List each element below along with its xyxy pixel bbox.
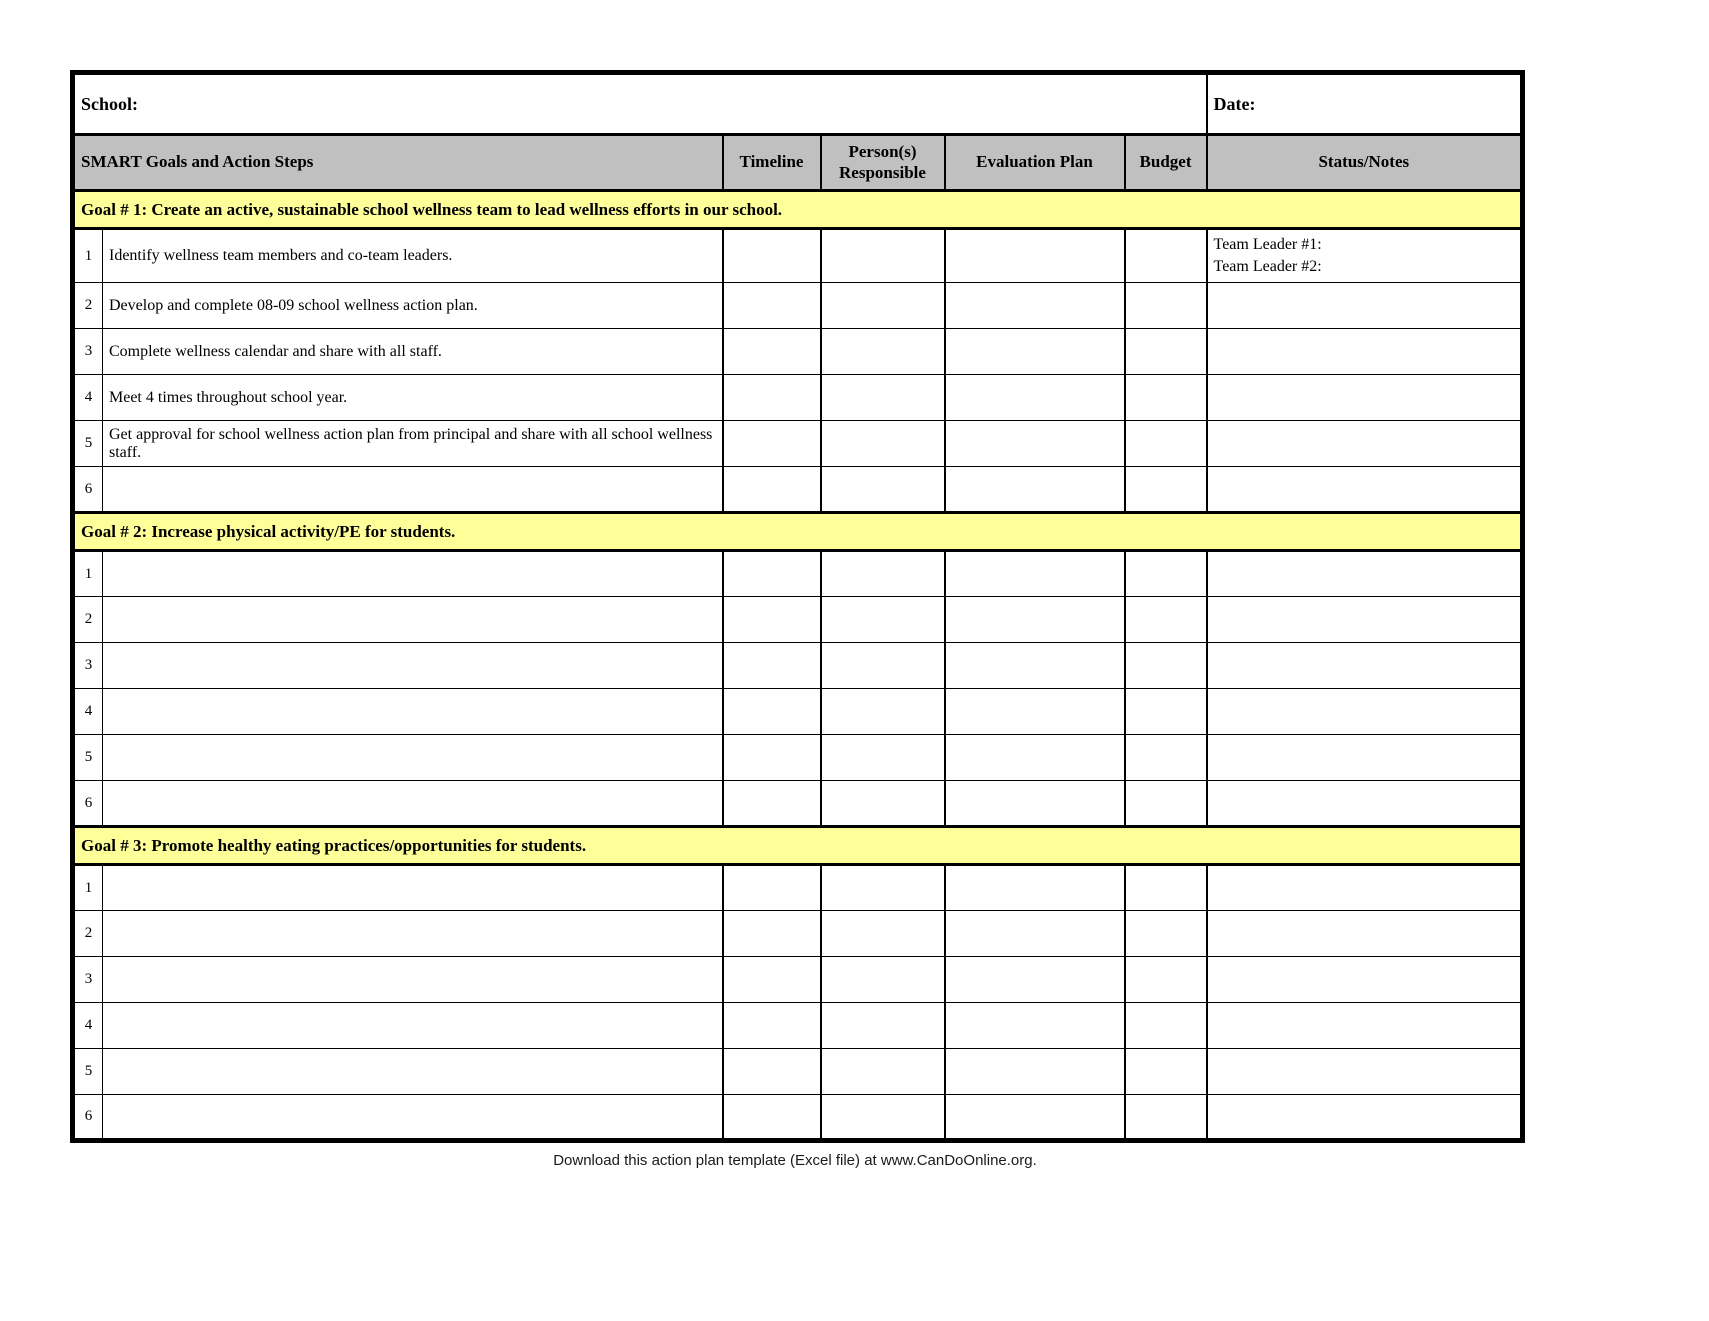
- school-field: [73, 73, 1207, 135]
- timeline-cell: [723, 735, 821, 781]
- action-step-cell: Develop and complete 08-09 school wellness action plan.: [103, 283, 723, 329]
- person-responsible-cell: [821, 467, 945, 513]
- evaluation-plan-cell: [945, 467, 1125, 513]
- evaluation-plan-cell: [945, 421, 1125, 467]
- budget-cell: [1125, 597, 1207, 643]
- budget-cell: [1125, 689, 1207, 735]
- row-number: 4: [73, 1003, 103, 1049]
- status-notes-cell: [1207, 421, 1523, 467]
- action-step-row: [73, 421, 1523, 467]
- status-notes-cell: [1207, 329, 1523, 375]
- budget-cell: [1125, 375, 1207, 421]
- person-responsible-cell: [821, 1003, 945, 1049]
- status-notes-cell: [1207, 781, 1523, 827]
- action-step-row: [73, 1003, 1523, 1049]
- row-number: 3: [73, 957, 103, 1003]
- person-responsible-cell: [821, 781, 945, 827]
- evaluation-plan-cell: [945, 781, 1125, 827]
- action-step-row: [73, 865, 1523, 911]
- school-date-row: [73, 73, 1523, 135]
- budget-cell: [1125, 781, 1207, 827]
- goal-title: Goal # 2: Increase physical activity/PE for students.: [73, 513, 1523, 551]
- status-notes-cell: [1207, 643, 1523, 689]
- goal-header-row-2: [73, 513, 1523, 551]
- action-step-cell: [103, 1049, 723, 1095]
- action-step-cell: [103, 1003, 723, 1049]
- budget-cell: [1125, 957, 1207, 1003]
- person-responsible-cell: [821, 283, 945, 329]
- timeline-cell: [723, 781, 821, 827]
- budget-cell: [1125, 283, 1207, 329]
- action-step-cell: [103, 467, 723, 513]
- row-number: 1: [73, 865, 103, 911]
- row-number: 6: [73, 1095, 103, 1141]
- person-responsible-cell: [821, 643, 945, 689]
- evaluation-plan-cell: [945, 957, 1125, 1003]
- action-step-row: [73, 957, 1523, 1003]
- person-responsible-cell: [821, 957, 945, 1003]
- action-step-cell: [103, 911, 723, 957]
- status-notes-cell: [1207, 375, 1523, 421]
- timeline-cell: [723, 597, 821, 643]
- row-number: 2: [73, 597, 103, 643]
- action-step-row: [73, 643, 1523, 689]
- status-notes-cell: [1207, 551, 1523, 597]
- budget-cell: [1125, 329, 1207, 375]
- action-step-row: [73, 375, 1523, 421]
- row-number: 3: [73, 643, 103, 689]
- status-line: Team Leader #2:: [1213, 258, 1322, 275]
- action-step-cell: [103, 735, 723, 781]
- timeline-cell: [723, 1095, 821, 1141]
- status-notes-cell: [1207, 957, 1523, 1003]
- column-header-row: [73, 135, 1523, 191]
- date-field: [1207, 73, 1523, 135]
- action-step-row: [73, 689, 1523, 735]
- evaluation-plan-cell: [945, 689, 1125, 735]
- action-step-cell: [103, 957, 723, 1003]
- timeline-cell: [723, 689, 821, 735]
- timeline-cell: [723, 1049, 821, 1095]
- person-responsible-cell: [821, 375, 945, 421]
- person-responsible-cell: [821, 551, 945, 597]
- timeline-cell: [723, 911, 821, 957]
- status-notes-cell: [1207, 229, 1523, 283]
- timeline-cell: [723, 283, 821, 329]
- timeline-cell: [723, 329, 821, 375]
- action-step-row: [73, 597, 1523, 643]
- column-header-evaluation-plan: Evaluation Plan: [945, 135, 1125, 191]
- evaluation-plan-cell: [945, 329, 1125, 375]
- row-number: 5: [73, 735, 103, 781]
- column-header-budget: Budget: [1125, 135, 1207, 191]
- action-step-row: [73, 467, 1523, 513]
- status-notes-cell: [1207, 735, 1523, 781]
- evaluation-plan-cell: [945, 597, 1125, 643]
- evaluation-plan-cell: [945, 865, 1125, 911]
- row-number: 2: [73, 283, 103, 329]
- budget-cell: [1125, 643, 1207, 689]
- timeline-cell: [723, 229, 821, 283]
- evaluation-plan-cell: [945, 1049, 1125, 1095]
- evaluation-plan-cell: [945, 283, 1125, 329]
- action-step-row: [73, 551, 1523, 597]
- status-notes-cell: [1207, 1049, 1523, 1095]
- action-step-row: [73, 283, 1523, 329]
- action-step-cell: [103, 551, 723, 597]
- school-label: School:: [81, 93, 139, 114]
- status-notes-cell: [1207, 597, 1523, 643]
- status-notes-cell: [1207, 467, 1523, 513]
- evaluation-plan-cell: [945, 1003, 1125, 1049]
- action-step-row: [73, 1095, 1523, 1141]
- evaluation-plan-cell: [945, 1095, 1125, 1141]
- action-step-cell: [103, 781, 723, 827]
- timeline-cell: [723, 1003, 821, 1049]
- row-number: 3: [73, 329, 103, 375]
- footer-note: Download this action plan template (Excel file) at www.CanDoOnline.org.: [553, 1152, 1037, 1169]
- person-responsible-cell: [821, 1095, 945, 1141]
- timeline-cell: [723, 865, 821, 911]
- date-label: Date:: [1213, 93, 1256, 114]
- status-notes-cell: [1207, 1003, 1523, 1049]
- action-step-cell: Identify wellness team members and co-team leaders.: [103, 229, 723, 283]
- evaluation-plan-cell: [945, 229, 1125, 283]
- row-number: 5: [73, 1049, 103, 1095]
- person-responsible-cell: [821, 229, 945, 283]
- action-step-cell: [103, 865, 723, 911]
- action-step-row: [73, 229, 1523, 283]
- goal-title: Goal # 3: Promote healthy eating practices/opportunities for students.: [73, 827, 1523, 865]
- budget-cell: [1125, 1049, 1207, 1095]
- evaluation-plan-cell: [945, 551, 1125, 597]
- status-line: Team Leader #1:: [1213, 236, 1322, 254]
- status-notes-cell: [1207, 283, 1523, 329]
- action-step-cell: [103, 597, 723, 643]
- goal-header-row-1: [73, 191, 1523, 229]
- action-step-cell: [103, 689, 723, 735]
- budget-cell: [1125, 421, 1207, 467]
- table-body: [73, 191, 1523, 1141]
- row-number: 2: [73, 911, 103, 957]
- row-number: 1: [73, 551, 103, 597]
- status-notes-cell: [1207, 911, 1523, 957]
- row-number: 4: [73, 689, 103, 735]
- timeline-cell: [723, 643, 821, 689]
- evaluation-plan-cell: [945, 643, 1125, 689]
- action-step-cell: [103, 643, 723, 689]
- action-step-row: [73, 781, 1523, 827]
- row-number: 1: [73, 229, 103, 283]
- action-step-row: [73, 735, 1523, 781]
- person-responsible-cell: [821, 421, 945, 467]
- goal-header-row-3: [73, 827, 1523, 865]
- person-responsible-cell: [821, 865, 945, 911]
- evaluation-plan-cell: [945, 375, 1125, 421]
- column-header-status-notes: Status/Notes: [1207, 135, 1523, 191]
- row-number: 6: [73, 781, 103, 827]
- budget-cell: [1125, 911, 1207, 957]
- person-responsible-cell: [821, 911, 945, 957]
- goal-title: Goal # 1: Create an active, sustainable school wellness team to lead wellness efforts in our school.: [73, 191, 1523, 229]
- budget-cell: [1125, 735, 1207, 781]
- action-plan-table: [70, 70, 1525, 1143]
- action-step-cell: Get approval for school wellness action plan from principal and share with all school wellness staff.: [103, 421, 723, 467]
- status-notes-cell: [1207, 689, 1523, 735]
- evaluation-plan-cell: [945, 735, 1125, 781]
- column-header-goals: SMART Goals and Action Steps: [73, 135, 723, 191]
- person-responsible-cell: [821, 735, 945, 781]
- action-step-cell: [103, 1095, 723, 1141]
- person-responsible-cell: [821, 1049, 945, 1095]
- row-number: 6: [73, 467, 103, 513]
- budget-cell: [1125, 1003, 1207, 1049]
- action-step-row: [73, 1049, 1523, 1095]
- status-notes-cell: [1207, 1095, 1523, 1141]
- budget-cell: [1125, 551, 1207, 597]
- budget-cell: [1125, 467, 1207, 513]
- person-responsible-cell: [821, 597, 945, 643]
- action-step-row: [73, 911, 1523, 957]
- status-notes-cell: [1207, 865, 1523, 911]
- column-header-timeline: Timeline: [723, 135, 821, 191]
- timeline-cell: [723, 421, 821, 467]
- budget-cell: [1125, 1095, 1207, 1141]
- timeline-cell: [723, 467, 821, 513]
- column-header-person-responsible: Person(s) Responsible: [821, 135, 945, 191]
- person-responsible-cell: [821, 689, 945, 735]
- row-number: 4: [73, 375, 103, 421]
- budget-cell: [1125, 865, 1207, 911]
- action-step-row: [73, 329, 1523, 375]
- timeline-cell: [723, 551, 821, 597]
- evaluation-plan-cell: [945, 911, 1125, 957]
- action-step-cell: Complete wellness calendar and share with all staff.: [103, 329, 723, 375]
- action-step-cell: Meet 4 times throughout school year.: [103, 375, 723, 421]
- timeline-cell: [723, 957, 821, 1003]
- row-number: 5: [73, 421, 103, 467]
- budget-cell: [1125, 229, 1207, 283]
- person-responsible-cell: [821, 329, 945, 375]
- timeline-cell: [723, 375, 821, 421]
